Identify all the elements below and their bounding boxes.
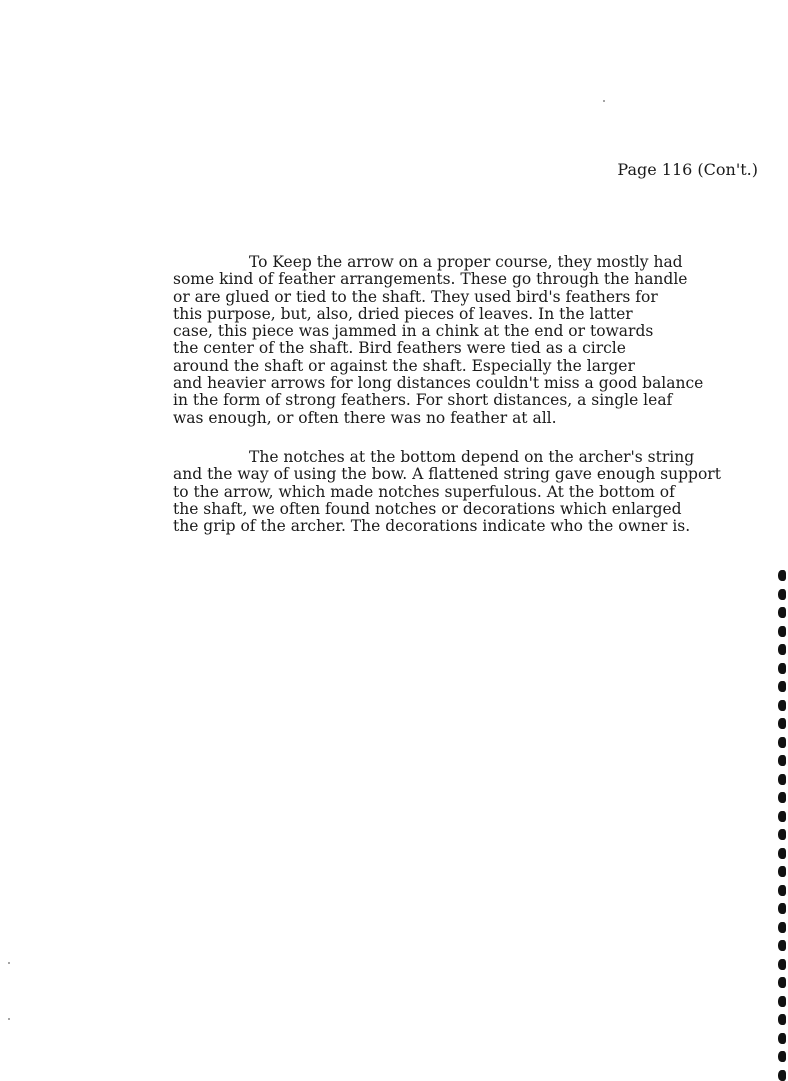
text-line: this purpose, but, also, dried pieces of leaves. In the latter <box>173 304 633 323</box>
binding-ring <box>778 718 786 729</box>
text-line: in the form of strong feathers. For short distances, a single leaf <box>173 391 673 410</box>
paper-speck <box>603 100 605 102</box>
paper-speck <box>8 1018 10 1020</box>
text-line: and the way of using the bow. A flattened string gave enough support <box>173 465 721 484</box>
text-line: To Keep the arrow on a proper course, they mostly had <box>249 253 683 271</box>
text-line: or are glued or tied to the shaft. They used bird's feathers for <box>173 287 658 306</box>
binding-ring <box>778 644 786 655</box>
binding-ring <box>778 792 786 803</box>
text-line: The notches at the bottom depend on the archer's string <box>249 447 695 466</box>
binding-ring <box>778 589 786 600</box>
binding-ring <box>778 626 786 637</box>
binding-ring <box>778 607 786 618</box>
text-line: to the arrow, which made notches superfulous. At the bottom of <box>173 482 675 501</box>
binding-ring <box>778 1070 786 1081</box>
document-body <box>173 254 773 557</box>
binding-ring <box>778 663 786 674</box>
binding-ring <box>778 903 786 914</box>
text-line: around the shaft or against the shaft. Especially the larger <box>173 356 635 375</box>
paragraph-feathers <box>173 254 773 427</box>
binding-ring <box>778 811 786 822</box>
binding-ring <box>778 922 786 933</box>
binding-ring <box>778 755 786 766</box>
text-line: and heavier arrows for long distances couldn't miss a good balance <box>173 374 704 393</box>
binding-ring <box>778 681 786 692</box>
binding-ring <box>778 848 786 859</box>
binding-ring <box>778 959 786 970</box>
binding-ring <box>778 940 786 951</box>
binding-ring <box>778 570 786 581</box>
text-line: some kind of feather arrangements. These go through the handle <box>173 270 688 289</box>
binding-ring <box>778 774 786 785</box>
text-line: the grip of the archer. The decorations indicate who the owner is. <box>173 517 691 536</box>
binding-ring <box>778 885 786 896</box>
text-line: case, this piece was jammed in a chink at the end or towards <box>173 322 654 341</box>
paragraph-notches <box>173 449 773 535</box>
binding-ring <box>778 1033 786 1044</box>
binding-ring <box>778 737 786 748</box>
paper-speck <box>8 962 10 964</box>
binding-ring <box>778 829 786 840</box>
binding-ring <box>778 996 786 1007</box>
binding-ring <box>778 866 786 877</box>
binding-ring <box>778 1051 786 1062</box>
text-line: the shaft, we often found notches or decorations which enlarged <box>173 499 682 518</box>
binding-ring <box>778 1014 786 1025</box>
text-line: was enough, or often there was no feather at all. <box>173 408 557 427</box>
binding-ring <box>778 700 786 711</box>
page-number-header: Page 116 (Con't.) <box>617 160 758 179</box>
binding-ring <box>778 977 786 988</box>
text-line: the center of the shaft. Bird feathers were tied as a circle <box>173 339 626 358</box>
spiral-binding <box>774 570 788 1080</box>
